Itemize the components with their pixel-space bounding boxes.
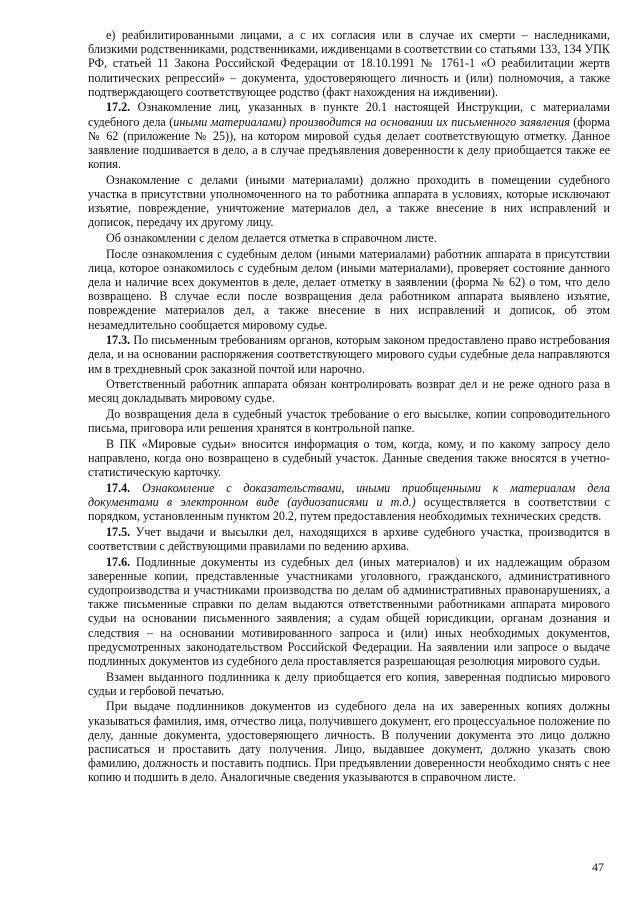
paragraph-text: Учет выдачи и высылки дел, находящихся в архиве судебного участка, производится в соответствии с действующими правилами по ведению архива. (88, 524, 610, 554)
paragraph-17-6 (88, 555, 610, 669)
paragraph-text-italic: иными материалами) производится на основании их письменного заявления (173, 114, 570, 129)
paragraph-text: е) реабилитированными лицами, а с их согласия или в случае их смерти – наследниками, близкими родственниками, родственниками, иждивенцами в соответствии со статьями 133, 134 УПК РФ, статьей 11 Закона Российской Федерации от 18.10.1991 № 1761-1 «О реабилитации жертв политических репрессий» – документа, удостоверяющего личность и (или) полномочия, а также подтверждающего соответствующее родство (факт нахождения на иждивении). (88, 28, 610, 99)
paragraph-text: Подлинные документы из судебных дел (иных материалов) и их надлежащим образом заверенные копии, представленные участниками уголовного, гражданского, административного судопроизводства и участниками производства по делам об административных правонарушениях, а также письменные справки по делам выдаются ответственными работниками аппарата мирового судьи на основании письменного заявления; а судам общей юрисдикции, органам дознания и следствия – на основании мотивированного запроса и (или) иных необходимых документов, предусмотренных законодательством Российской Федерации. На заявлении или запросе о выдаче подлинных документов из судебного дела проставляется разрешающая резолюция мирового судьи. (88, 554, 610, 669)
paragraph-pk-info (88, 437, 610, 480)
page-number: 47 (592, 860, 604, 874)
paragraph-text-italic: Ознакомление с доказательствами, иными приобщенными к материалам дела документами в электронном виде (аудиозаписями и т.д.) (88, 480, 610, 510)
paragraph-text: До возвращения дела в судебный участок требование о его высылке, копии сопроводительного письма, приговора или решения хранятся в контрольной папке. (88, 407, 610, 436)
clause-number: 17.6. (106, 554, 131, 569)
paragraph-return-control (88, 377, 610, 405)
paragraph-text: При выдаче подлинников документов из судебного дела на их заверенных копиях должны указываться фамилия, имя, отчество лица, получившего документ, его процессуальное положение по делу, данные документа, удостоверяющего личность. В получении документа это лицо должно расписаться и проставить дату получения. Лицо, выдавшее документ, должно указать свою фамилию, должность и поставить подпись. При предъявлении доверенности необходимо снять с нее копию и подшить в дело. Аналогичные сведения указываются в справочном листе. (88, 699, 610, 785)
paragraph-17-3 (88, 333, 610, 376)
paragraph-text: осуществляется в соответствии с порядком, установленным пунктом 20.2, путем предоставления необходимых технических средств. (88, 495, 610, 524)
clause-number: 17.2. (106, 100, 131, 115)
paragraph-text: Ответственный работник аппарата обязан контролировать возврат дел и не реже одного раза в месяц докладывать мировому судье. (88, 377, 610, 406)
paragraph-text: Ознакомление с делами (иными материалами) должно проходить в помещении судебного участка в присутствии уполномоченного на то работника аппарата в условиях, которые исключают изъятие, повреждение, уничтожение материалов дел, а также внесение в них исправлений и дописок, передачу их другому лицу. (88, 172, 610, 230)
paragraph-text: Об ознакомлении с делом делается отметка в справочном листе. (106, 231, 437, 246)
paragraph-after-familiarization (88, 247, 610, 332)
paragraph-text: В ПК «Мировые судьи» вносится информация о том, когда, кому, и по какому запросу дело направлено, когда оно возвращено в судебный участок. Данные сведения также вносятся в учетно-статистическую карточку. (88, 436, 610, 480)
paragraph-17-4 (88, 481, 610, 524)
clause-number: 17.5. (106, 524, 131, 539)
paragraph-17-2 (88, 100, 610, 171)
paragraph-text: (форма № 62 (приложение № 25)), на котором мировой судья делает соответствующую отметку. Данное заявление подшивается в дело, а в случае предъявления доверенности к делу приобщается также ее копия. (88, 114, 610, 172)
paragraph-text: По письменным требованиям органов, которым законом предоставлено право истребования дела, и на основании распоряжения соответствующего мирового судьи судебные дела направляются им в трехдневный срок заказной почтой или нарочно. (88, 333, 610, 376)
paragraph-text: Ознакомление лиц, указанных в пункте 20.1 настоящей Инструкции, с материалами судебного дела ( (88, 100, 610, 129)
clause-number: 17.4. (106, 480, 131, 495)
paragraph-text (130, 481, 142, 495)
clause-number: 17.3. (106, 333, 131, 348)
paragraph-familiarization (88, 173, 610, 230)
paragraph-control-folder (88, 407, 610, 435)
paragraph-copy-instead (88, 670, 610, 698)
paragraph-issuance (88, 699, 610, 784)
document-page (88, 28, 610, 786)
paragraph-reference-note (88, 231, 610, 245)
paragraph-17-5 (88, 525, 610, 553)
paragraph-text: Взамен выданного подлинника к делу приобщается его копия, заверенная подписью мирового судьи и гербовой печатью. (88, 669, 610, 698)
paragraph-text: После ознакомления с судебным делом (иными материалами) работник аппарата в присутствии лица, которое ознакомилось с судебным делом (иными материалами), проверяет состояние данного дела и наличие всех документов в деле, делает отметку в заявлении (форма № 62) о том, что дело возвращено. В случае если после возвращения дела работником аппарата выявлено изъятие, повреждение материалов дел, а также внесение в них исправлений и дописок, об этом незамедлительно сообщается мировому судье. (88, 246, 610, 332)
paragraph-item-e (88, 28, 610, 99)
